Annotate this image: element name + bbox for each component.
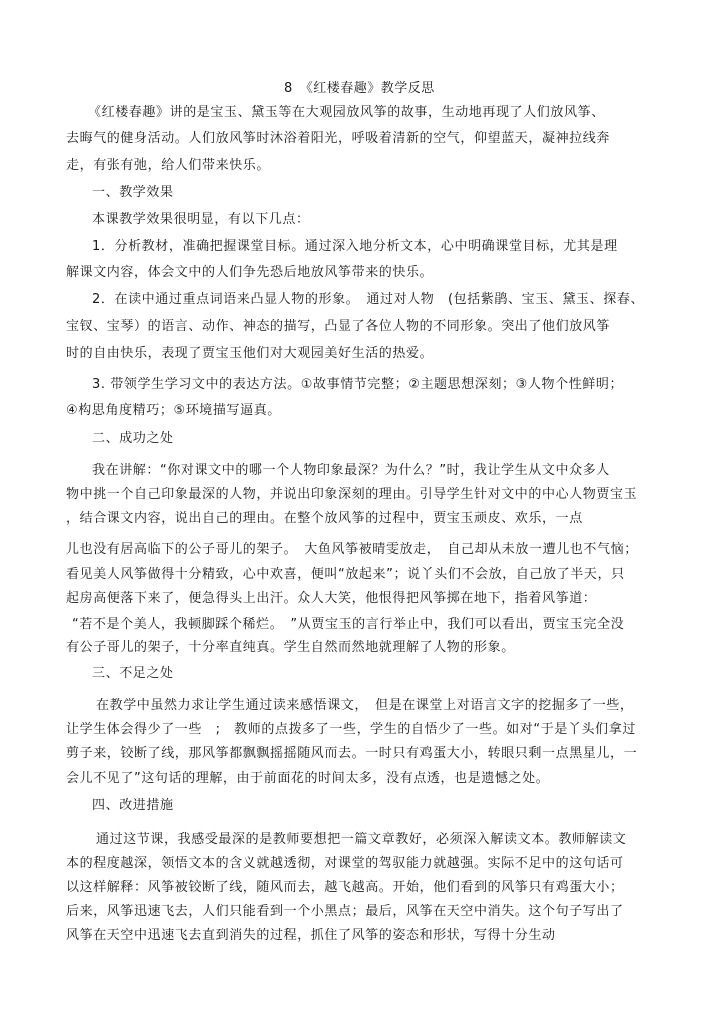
section-heading: 二、成功之处	[92, 431, 174, 446]
paragraph-line: 1．分析教材，准确把握课堂目标。通过深入地分析文本，心中明确课堂目标，尤其是理	[92, 239, 618, 254]
paragraph-line: ，结合课文内容，说出自己的理由。在整个放风筝的过程中，贾宝玉顽皮、欢乐，一点	[66, 511, 583, 526]
paragraph-line: 3. 带领学生学习文中的表达方法。①故事情节完整；②主题思想深刻；③人物个性鲜明；	[92, 377, 624, 392]
paragraph-line: 《红楼春趣》讲的是宝玉、黛玉等在大观园放风筝的故事，生动地再现了人们放风筝、	[88, 105, 605, 120]
section-heading: 四、改进措施	[92, 798, 174, 813]
paragraph-line: 后来，风筝迅速飞去，人们只能看到一个小黑点；最后，风筝在天空中消失。这个句子写出了	[66, 904, 624, 919]
paragraph-line: 以这样解释：风筝被铰断了线，随风而去，越飞越高。开始，他们看到的风筝只有鸡蛋大小；	[66, 880, 624, 895]
paragraph-line: 时的自由快乐，表现了贾宝玉他们对大观园美好生活的热爱。	[66, 346, 434, 361]
paragraph-line: 剪子来，铰断了线，那风筝都飘飘摇摇随风而去。一时只有鸡蛋大小，转眼只剩一点黑星儿，一	[66, 746, 638, 761]
paragraph-line: 宝钗、宝琴）的语言、动作、神态的描写，凸显了各位人物的不同形象。突出了他们放风筝	[66, 319, 611, 334]
paragraph-line: 有公子哥儿的架子，十分率直纯真。学生自然而然地就理解了人物的形象。	[66, 640, 515, 655]
paragraph-line: 儿也没有居高临下的公子哥儿的架子。 大鱼风筝被晴雯放走， 自己却从未放一遭儿也不气恼；	[66, 542, 638, 557]
page-title: 8 《红楼春趣》教学反思	[284, 81, 435, 96]
paragraph-line: 起房高便落下来了，便急得头上出汗。众人大笑，他恨得把风筝掷在地下，指着风筝道：	[66, 591, 597, 606]
paragraph-line: ④构思角度精巧；⑤环境描写逼真。	[66, 403, 281, 418]
paragraph-line: 我在讲解：“你对课文中的哪一个人物印象最深？为什么？”时，我让学生从文中众多人	[92, 463, 610, 478]
paragraph-line: 2．在读中通过重点词语来凸显人物的形象。 通过对人物 (包括紫鹃、宝玉、黛玉、探春、	[92, 292, 645, 307]
paragraph-line: “若不是个美人，我顿脚踩个稀烂。 ”从贾宝玉的言行举止中，我们可以看出，贾宝玉完全没	[72, 617, 625, 632]
paragraph-line: 本的程度越深，领悟文本的含义就越透彻，对课堂的驾驭能力就越强。实际不足中的这句话可	[66, 856, 624, 871]
paragraph-line: 通过这节课，我感受最深的是教师要想把一篇文章教好，必须深入解读文本。教师解读文	[96, 832, 627, 847]
paragraph-line: 在教学中虽然力求让学生通过读来感悟课文， 但是在课堂上对语言文字的挖掘多了一些，	[96, 698, 634, 713]
section-heading: 三、不足之处	[92, 666, 174, 681]
section-heading: 一、教学效果	[92, 185, 174, 200]
paragraph-line: 走，有张有弛，给人们带来快乐。	[66, 158, 271, 173]
paragraph-line: 本课教学效果很明显，有以下几点：	[92, 212, 310, 227]
paragraph-line: 看见美人风筝做得十分精致，心中欢喜，便叫“放起来”；说丫头们不会放，自己放了半天，只	[66, 567, 625, 582]
paragraph-line: 会儿不见了”这句话的理解，由于前面花的时间太多，没有点透，也是遗憾之处。	[66, 771, 550, 786]
paragraph-line: 去晦气的健身活动。人们放风筝时沐浴着阳光，呼吸着清新的空气，仰望蓝天，凝神拉线奔	[66, 131, 611, 146]
paragraph-line: 解课文内容，体会文中的人们争先恐后地放风筝带来的快乐。	[66, 265, 434, 280]
paragraph-line: 风筝在天空中迅速飞去直到消失的过程，抓住了风筝的姿态和形状，写得十分生动	[66, 928, 556, 943]
paragraph-line: 让学生体会得少了一些 ; 教师的点拨多了一些，学生的自悟少了一些。如对“于是丫头们拿过	[66, 722, 636, 737]
paragraph-line: 物中挑一个自己印象最深的人物，并说出印象深刻的理由。引导学生针对文中的中心人物贾宝玉	[66, 487, 638, 502]
